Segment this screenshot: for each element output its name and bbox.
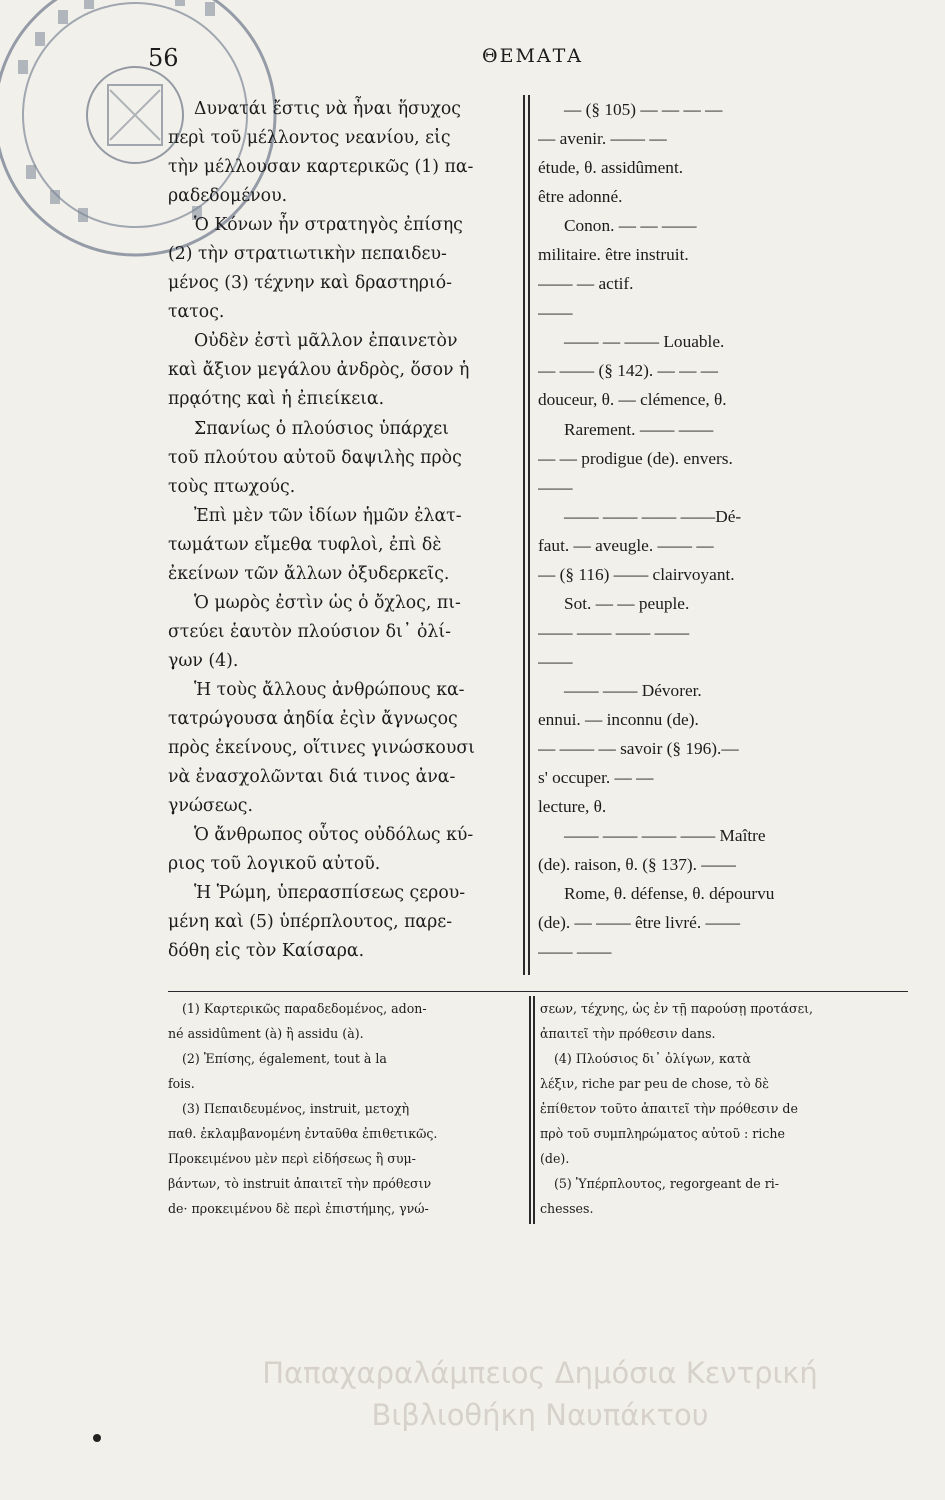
- french-line: être adonné.: [538, 187, 623, 207]
- french-line: —— —— —— ——: [538, 622, 690, 642]
- greek-line: ἐκείνων τῶν ἄλλων ὀξυδερκεῖς.: [168, 563, 450, 584]
- french-line: —— — —— Louable.: [564, 332, 725, 352]
- greek-line: Ἡ τοὺς ἄλλους ἀνθρώπους κα-: [194, 679, 465, 700]
- greek-line: Ἐπὶ μὲν τῶν ἰδίων ἡμῶν ἐλατ-: [194, 505, 462, 526]
- footnote-line: βάντων, τὸ instruit ἀπαιτεῖ τὴν πρόθεσιν: [168, 1176, 432, 1191]
- greek-line: τὴν μέλλουσαν καρτερικῶς (1) πα-: [168, 157, 474, 178]
- footnotes-left-column: [168, 996, 522, 1221]
- french-line: — —— — savoir (§ 196).—: [538, 739, 739, 759]
- french-line: —— —— —— ——Dé-: [564, 506, 742, 526]
- greek-line: πρὸς ἐκείνους, οἵτινες γινώσκουσι: [168, 738, 475, 759]
- footnote-line: (3) Πεπαιδευμένος, instruit, μετοχὴ: [182, 1101, 410, 1116]
- footnote-column-rule: [533, 996, 535, 1224]
- footnote-line: παθ. ἐκλαμβανομένη ἐνταῦθα ἐπιθετικῶς.: [168, 1126, 438, 1141]
- greek-line: Σπανίως ὁ πλούσιος ὑπάρχει: [194, 418, 449, 439]
- footnote-line: πρὸ τοῦ συμπληρώματος αὐτοῦ : riche: [540, 1126, 785, 1141]
- french-line: lecture, θ.: [538, 797, 607, 817]
- french-line: — avenir. —— —: [538, 129, 667, 149]
- footnote-line: fois.: [168, 1076, 195, 1091]
- french-line: Rarement. —— ——: [564, 419, 714, 439]
- greek-line: τατρώγουσα ἀηδία ἐςὶν ἄγνωςος: [168, 708, 458, 729]
- greek-line: στεύει ἑαυτὸν πλούσιον δι᾽ ὀλί-: [168, 621, 451, 642]
- footnote-line: (2) Ἐπίσης, également, tout à la: [182, 1051, 387, 1066]
- greek-line: Ὁ ἄνθρωπος οὗτος οὐδόλως κύ-: [194, 825, 474, 846]
- footnote-separator: [168, 991, 908, 992]
- footnote-line: (de).: [540, 1151, 570, 1166]
- footnote-line: Προκειμένου μὲν περὶ εἰδήσεως ἢ συμ-: [168, 1151, 416, 1166]
- column-rule: [523, 95, 525, 975]
- greek-line: Δυνατάι ἔστις νὰ ἦναι ἥσυχος: [194, 99, 461, 119]
- french-line: Sot. — — peuple.: [564, 593, 690, 613]
- french-line: ——: [538, 651, 573, 671]
- greek-line: τοῦ πλούτου αὐτοῦ δαψιλὴς πρὸς: [168, 447, 462, 468]
- french-line: Rome, θ. défense, θ. dépourvu: [564, 884, 775, 904]
- footnote-line: chesses.: [540, 1201, 594, 1216]
- french-line: s' occuper. — —: [538, 768, 654, 788]
- footnote-line: de· προκειμένου δὲ περὶ ἐπιστήμης, γνώ-: [168, 1201, 429, 1216]
- french-line: Conon. — — ——: [564, 216, 697, 236]
- french-line: —— —— Dévorer.: [564, 680, 702, 700]
- french-line: —— ——: [538, 942, 612, 962]
- greek-line: ραδεδομένου.: [168, 186, 288, 207]
- greek-text-column: [168, 95, 520, 966]
- greek-line: Ὁ Κόνων ἦν στρατηγὸς ἐπίσης: [194, 215, 463, 236]
- library-watermark-line1: Παπαχαραλάμπειος Δημόσια Κεντρική: [262, 1356, 818, 1390]
- french-line: étude, θ. assidûment.: [538, 158, 684, 178]
- french-vocabulary-column: [538, 95, 910, 966]
- bullet-mark: [93, 1434, 101, 1442]
- running-title: ΘΕΜΑΤΑ: [482, 45, 584, 67]
- french-line: — (§ 105) — — — —: [564, 100, 723, 119]
- french-line: ennui. — inconnu (de).: [538, 709, 699, 729]
- french-line: — — prodigue (de). envers.: [538, 448, 733, 468]
- greek-line: πρᾳότης καὶ ἡ ἐπιείκεια.: [168, 389, 385, 410]
- greek-line: καὶ ἄξιον μεγάλου ἀνδρὸς, ὅσον ἡ: [168, 360, 470, 381]
- footnote-line: ἀπαιτεῖ τὴν πρόθεσιν dans.: [540, 1026, 716, 1041]
- french-line: — —— (§ 142). — — —: [538, 361, 719, 381]
- french-line: faut. — aveugle. —— —: [538, 535, 714, 555]
- french-line: militaire. être instruit.: [538, 245, 689, 265]
- greek-line: τατος.: [168, 302, 225, 323]
- french-line: (de). — —— être livré. ——: [538, 913, 741, 933]
- french-line: douceur, θ. — clémence, θ.: [538, 390, 727, 410]
- greek-line: (2) τὴν στρατιωτικὴν πεπαιδευ-: [168, 244, 447, 265]
- french-line: — (§ 116) —— clairvoyant.: [538, 564, 735, 584]
- greek-line: περὶ τοῦ μέλλοντος νεανίου, εἰς: [168, 128, 451, 149]
- footnote-line: λέξιν, riche par peu de chose, τὸ δὲ: [540, 1076, 770, 1091]
- french-line: —— — actif.: [538, 274, 634, 294]
- greek-line: ριος τοῦ λογικοῦ αὐτοῦ.: [168, 854, 381, 875]
- footnote-line: (5) Ὑπέρπλουτος, regorgeant de ri-: [554, 1176, 780, 1191]
- greek-line: δόθη εἰς τὸν Καίσαρα.: [168, 941, 365, 962]
- library-watermark-line2: Βιβλιοθήκη Ναυπάκτου: [371, 1398, 709, 1432]
- greek-line: γων (4).: [168, 650, 239, 671]
- footnotes-right-column: [540, 996, 910, 1221]
- french-line: —— —— —— —— Maître: [564, 826, 766, 846]
- footnote-line: (4) Πλούσιος δι᾽ ὀλίγων, κατὰ: [554, 1051, 751, 1066]
- page-number: 56: [148, 44, 179, 72]
- greek-line: Ἡ Ῥώμη, ὑπερασπίσεως ςερου-: [194, 883, 466, 904]
- greek-line: νὰ ἐνασχολῶνται διά τινος ἀνα-: [168, 767, 456, 788]
- french-line: (de). raison, θ. (§ 137). ——: [538, 855, 736, 875]
- greek-line: Οὐδὲν ἐστὶ μᾶλλον ἐπαινετὸν: [194, 331, 458, 352]
- footnote-line: (1) Καρτερικῶς παραδεδομένος, adon-: [182, 1001, 427, 1016]
- footnote-line: ἐπίθετον τοῦτο ἀπαιτεῖ τὴν πρόθεσιν de: [540, 1101, 798, 1116]
- greek-line: γνώσεως.: [168, 796, 253, 817]
- french-line: ——: [538, 477, 573, 497]
- column-rule: [528, 95, 530, 975]
- greek-line: μένη καὶ (5) ὑπέρπλουτος, παρε-: [168, 912, 453, 933]
- french-line: ——: [538, 303, 573, 323]
- footnote-line: σεων, τέχνης, ὡς ἐν τῇ παρούσῃ προτάσει,: [540, 1001, 814, 1016]
- footnote-line: né assidûment (à) ἢ assidu (à).: [168, 1026, 364, 1041]
- footnote-column-rule: [529, 996, 531, 1224]
- greek-line: τωμάτων εἴμεθα τυφλοὶ, ἐπὶ δὲ: [168, 534, 442, 555]
- greek-line: μένος (3) τέχνην καὶ δραστηριό-: [168, 273, 452, 294]
- greek-line: τοὺς πτωχούς.: [168, 476, 296, 497]
- greek-line: Ὁ μωρὸς ἐστὶν ὡς ὁ ὄχλος, πι-: [194, 592, 461, 613]
